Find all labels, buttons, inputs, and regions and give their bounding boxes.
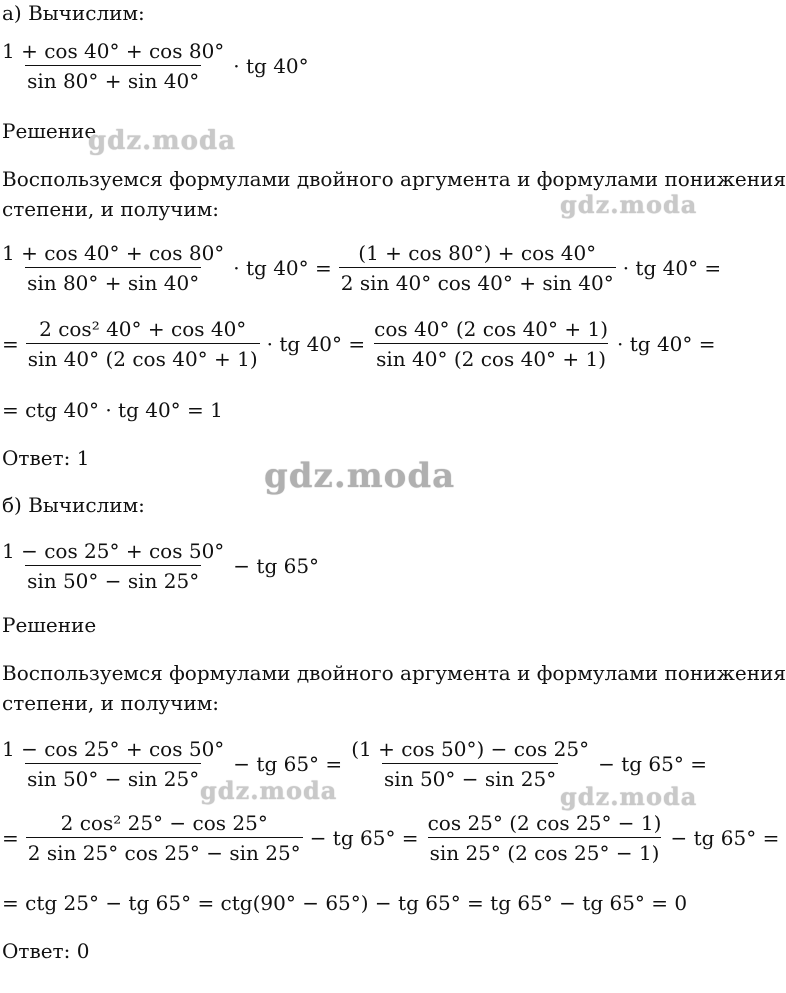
- part-a-solution-label: Решение: [2, 119, 97, 143]
- denominator: sin 40° (2 cos 40° + 1): [374, 343, 608, 370]
- part-b-expression: [0, 540, 326, 592]
- expression-tail: · tg 40°: [233, 54, 309, 78]
- operator: · tg 40° =: [233, 256, 332, 280]
- part-a-intro-line-1: Воспользуемся формулами двойного аргумента и формулами понижения: [2, 167, 786, 191]
- part-b-label: б) Вычислим:: [2, 493, 145, 517]
- operator: · tg 40° =: [617, 332, 716, 356]
- part-a-step-1: [0, 242, 728, 294]
- fraction: [0, 540, 226, 592]
- fraction: [349, 738, 591, 790]
- part-b-step-3: = ctg 25° − tg 65° = ctg(90° − 65°) − tg 65° = tg 65° − tg 65° = 0: [2, 891, 688, 915]
- watermark: gdz.moda: [200, 776, 338, 805]
- fraction: [426, 812, 664, 864]
- fraction: [0, 738, 226, 790]
- watermark: gdz.moda: [264, 456, 456, 496]
- denominator: sin 80° + sin 40°: [25, 65, 201, 92]
- denominator: sin 40° (2 cos 40° + 1): [26, 343, 260, 370]
- fraction: [339, 242, 616, 294]
- operator: − tg 65° =: [598, 752, 707, 776]
- fraction: [26, 812, 303, 864]
- watermark: gdz.moda: [560, 782, 698, 811]
- fraction: [26, 318, 260, 370]
- numerator: cos 40° (2 cos 40° + 1): [374, 317, 609, 341]
- operator: − tg 65° =: [309, 826, 419, 850]
- operator: =: [2, 826, 19, 850]
- part-a-expression: [0, 40, 316, 92]
- numerator: cos 25° (2 cos 25° − 1): [427, 811, 662, 835]
- operator: =: [2, 332, 19, 356]
- numerator: 1 + cos 40° + cos 80°: [2, 39, 225, 63]
- part-b-answer: Ответ: 0: [2, 939, 90, 963]
- part-a-step-3: = ctg 40° · tg 40° = 1: [2, 398, 223, 422]
- denominator: sin 80° + sin 40°: [25, 267, 201, 294]
- numerator: 1 + cos 40° + cos 80°: [2, 241, 225, 265]
- part-b-intro-line-2: степени, и получим:: [2, 691, 220, 715]
- numerator: 2 cos² 40° + cos 40°: [39, 317, 247, 341]
- denominator: sin 50° − sin 25°: [25, 565, 201, 592]
- denominator: sin 50° − sin 25°: [25, 763, 201, 790]
- expression-tail: − tg 65°: [233, 554, 320, 578]
- fraction: [372, 318, 610, 370]
- watermark: gdz.moda: [560, 190, 698, 219]
- operator: · tg 40° =: [622, 256, 722, 280]
- watermark: gdz.moda: [88, 126, 237, 156]
- operator: − tg 65° =: [670, 826, 780, 850]
- part-b-intro-line-1: Воспользуемся формулами двойного аргумента и формулами понижения: [2, 661, 786, 685]
- denominator: sin 25° (2 cos 25° − 1): [428, 837, 662, 864]
- operator: − tg 65° =: [233, 752, 343, 776]
- denominator: 2 sin 25° cos 25° − sin 25°: [26, 837, 303, 864]
- numerator: (1 + cos 80°) + cos 40°: [358, 241, 597, 265]
- numerator: 1 − cos 25° + cos 50°: [2, 737, 225, 761]
- part-a-label: а) Вычислим:: [2, 1, 145, 25]
- part-a-intro-line-2: степени, и получим:: [2, 197, 220, 221]
- numerator: 1 − cos 25° + cos 50°: [2, 539, 225, 563]
- denominator: sin 50° − sin 25°: [382, 763, 558, 790]
- part-b-step-2: [0, 812, 786, 864]
- numerator: 2 cos² 25° − cos 25°: [60, 811, 268, 835]
- denominator: 2 sin 40° cos 40° + sin 40°: [339, 267, 616, 294]
- operator: · tg 40° =: [266, 332, 366, 356]
- fraction: [0, 40, 226, 92]
- part-b-solution-label: Решение: [2, 613, 97, 637]
- part-a-step-2: [0, 318, 723, 370]
- numerator: (1 + cos 50°) − cos 25°: [351, 737, 590, 761]
- part-a-answer: Ответ: 1: [2, 446, 90, 470]
- fraction: [0, 242, 226, 294]
